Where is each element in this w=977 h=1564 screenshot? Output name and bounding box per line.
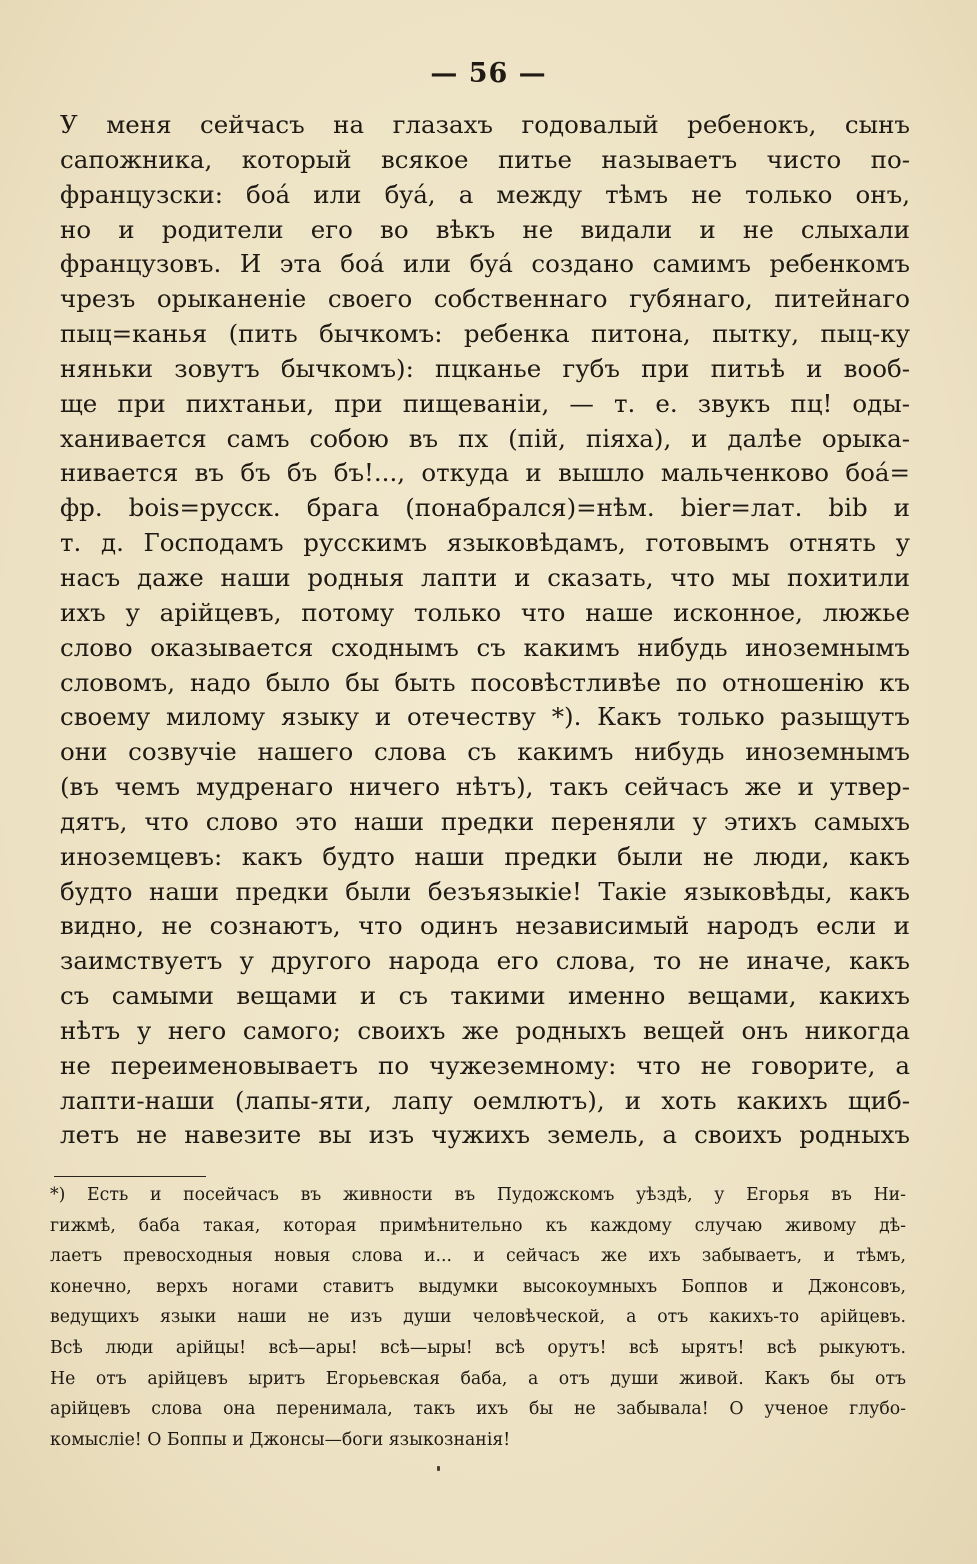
footnote-line: ведущихъ языки наши не изъ души человѣческой, а отъ какихъ-то арiйцевъ. bbox=[50, 1307, 906, 1328]
text-line: заимствуетъ у другого народа его слова, то не иначе, какъ bbox=[60, 946, 910, 976]
text-line: (въ чемъ мудренаго ничего нѣтъ), такъ сейчасъ же и утвер- bbox=[60, 772, 910, 802]
text-line: ханивается самъ собою въ пх (пiй, пiяха), и далѣе орыка- bbox=[60, 423, 910, 453]
text-line: сапожника, который всякое питье называетъ чисто по- bbox=[60, 144, 910, 174]
text-line: съ самыми вещами и съ такими именно вещами, какихъ bbox=[60, 981, 910, 1011]
text-line: У меня сейчасъ на глазахъ годовалый ребенокъ, сынъ bbox=[60, 110, 910, 139]
text-line: словомъ, надо было бы быть посовѣстливѣе по отношенiю къ bbox=[60, 667, 910, 697]
footnote-line: конечно, верхъ ногами ставитъ выдумки высокоумныхъ Боппов и Джонсовъ, bbox=[50, 1276, 906, 1297]
text-line: не переименовываетъ по чужеземному: что не говорите, а bbox=[60, 1050, 910, 1080]
text-line: будто наши предки были безъязыкiе! Такiе языковѣды, какъ bbox=[60, 876, 910, 906]
text-line: дятъ, что слово это наши предки переняли у этихъ самыхъ bbox=[60, 806, 910, 836]
text-line: они созвучiе нашего слова съ какимъ нибудь иноземнымъ bbox=[60, 737, 910, 767]
text-line: французски: боá или бyá, а между тѣмъ не только онъ, bbox=[60, 179, 910, 209]
text-line: своему милому языку и отечеству *). Какъ только разыщутъ bbox=[60, 702, 910, 732]
footnote-divider bbox=[54, 1176, 206, 1177]
text-line: но и родители его во вѣкъ не видали и не слыхали bbox=[60, 214, 910, 244]
text-line: няньки зовутъ бычкомъ): пцканье губъ при питьѣ и вооб- bbox=[60, 353, 910, 383]
ink-speck bbox=[437, 1466, 440, 1471]
text-line: лапти-наши (лапы-яти, лапу оемлютъ), и хоть какихъ щиб- bbox=[60, 1085, 910, 1115]
text-line: чрезъ орыканенiе своего собственнаго губянаго, питейнаго bbox=[60, 284, 910, 314]
text-line: видно, не сознаютъ, что одинъ независимый народъ если и bbox=[60, 911, 910, 941]
text-line: французовъ. И эта боá или бyá создано самимъ ребенкомъ bbox=[60, 249, 910, 279]
page-number: — 56 — bbox=[430, 58, 547, 89]
text-line: нивается въ бъ бъ бъ!..., откуда и вышло мальченково боá= bbox=[60, 458, 910, 488]
footnote-line: гижмѣ, баба такая, которая примѣнительно къ каждому случаю живому дѣ- bbox=[50, 1215, 906, 1236]
text-line: ихъ у арiйцевъ, потому только что наше исконное, люжье bbox=[60, 597, 910, 627]
text-line: летъ не навезите вы изъ чужихъ земель, а своихъ родныхъ bbox=[60, 1120, 910, 1150]
footnote-line: *) Есть и посейчасъ въ живности въ Пудожскомъ уѣздѣ, у Егорья въ Ни- bbox=[50, 1185, 906, 1205]
text-line: фр. bois=русск. брага (понабрался)=нѣм. bier=лат. bib и bbox=[60, 493, 910, 523]
text-line: нѣтъ у него самого; своихъ же родныхъ вещей онъ никогда bbox=[60, 1015, 910, 1045]
footnote-line: арiйцевъ слова она перенимала, такъ ихъ бы не забывала! О ученое глубо- bbox=[50, 1399, 906, 1420]
main-text bbox=[60, 108, 910, 1153]
footnote-line: Не отъ арiйцевъ ыритъ Егорьевская баба, а отъ души живой. Какъ бы отъ bbox=[50, 1368, 906, 1389]
footnote-line: лаетъ превосходныя новыя слова и... и сейчасъ же ихъ забываетъ, и тѣмъ, bbox=[50, 1246, 906, 1267]
text-line: ще при пихтаньи, при пищеванiи, — т. е. звукъ пц! оды- bbox=[60, 388, 910, 418]
text-line: т. д. Господамъ русскимъ языковѣдамъ, готовымъ отнять у bbox=[60, 528, 910, 558]
footnote bbox=[50, 1180, 906, 1455]
text-line: пыц=канья (пить бычкомъ: ребенка питона, пытку, пыц-ку bbox=[60, 319, 910, 349]
text-line: слово оказывается сходнымъ съ какимъ нибудь иноземнымъ bbox=[60, 632, 910, 662]
footnote-line: комыслiе! О Боппы и Джонсы—боги языкознанiя! bbox=[50, 1429, 511, 1450]
text-line: иноземцевъ: какъ будто наши предки были не люди, какъ bbox=[60, 841, 910, 871]
text-line: насъ даже наши родныя лапти и сказать, что мы похитили bbox=[60, 562, 910, 592]
footnote-line: Всѣ люди арiйцы! всѣ—ары! всѣ—ыры! всѣ орутъ! всѣ ырятъ! всѣ рыкуютъ. bbox=[50, 1337, 906, 1358]
